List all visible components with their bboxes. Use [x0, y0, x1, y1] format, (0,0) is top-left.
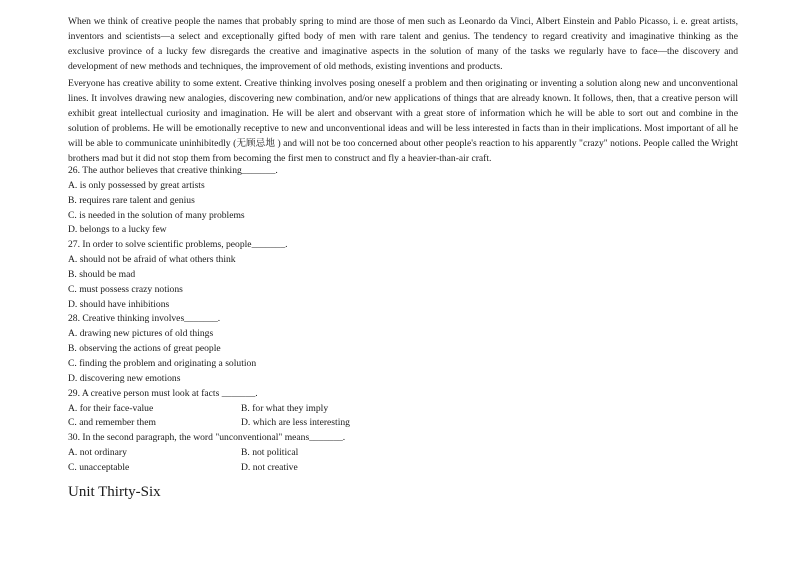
question-26-option-a: A. is only possessed by great artists — [68, 179, 205, 191]
question-26-option-c: C. is needed in the solution of many problems — [68, 209, 245, 221]
question-27-option-b: B. should be mad — [68, 268, 136, 280]
question-28-option-b: B. observing the actions of great people — [68, 343, 221, 355]
question-29-options-row-2 — [68, 416, 738, 431]
question-30-option-b: B. not political — [241, 447, 299, 459]
question-29-option-a: A. for their face-value — [68, 402, 154, 414]
question-29-option-c: C. and remember them — [68, 417, 156, 429]
passage-paragraph-2: Everyone has creative ability to some extent. Creative thinking involves posing oneself a problem and then originating or inventing a solution along new and unconventional lines. It involves drawing new analogies, discovering new combination, and/or new applications of things that are already known. It follows, then, that a creative person will exhibit great intellectual curiosity and imagination. He will be alert and observant with a great store of information which he will be able to sort out and combine in the solution of problems. He will be emotionally receptive to new and unconventional ideas and will be less interested in facts than in their implications. Most important of all he will be able to communicate uninhibitedly (无顾忌地 ) and will not be too concerned about other people's reaction to his apparently "crazy" notions. People called the Wright brothers mad but it did not stop them from becoming the first men to construct and fly a heavier-than-air craft. — [68, 78, 738, 164]
question-27-stem: 27. In order to solve scientific problems, people_______. — [68, 239, 288, 251]
question-29-option-d: D. which are less interesting — [241, 417, 350, 429]
question-28-option-d: D. discovering new emotions — [68, 372, 181, 384]
question-26-stem: 26. The author believes that creative thinking_______. — [68, 165, 278, 176]
unit-heading: Unit Thirty-Six — [68, 484, 161, 500]
question-30-options-row-2 — [68, 461, 738, 476]
question-29-option-b: B. for what they imply — [241, 402, 329, 414]
question-30-option-c: C. unacceptable — [68, 461, 130, 473]
question-30-stem: 30. In the second paragraph, the word "unconventional" means_______. — [68, 432, 346, 444]
question-30-option-d: D. not creative — [241, 461, 298, 473]
question-30-option-a: A. not ordinary — [68, 447, 127, 459]
question-27-option-c: C. must possess crazy notions — [68, 283, 183, 295]
questions-section — [68, 164, 738, 476]
question-29-stem: 29. A creative person must look at facts _______. — [68, 387, 258, 399]
passage-paragraph-1: When we think of creative people the names that probably spring to mind are those of men such as Leonardo da Vinci, Albert Einstein and Pablo Picasso, i. e. great artists, inventors and scientists—a select and exceptionally gifted body of men with rare talent and genius. The tendency to regard creativity and imaginative thinking as the exclusive province of a lucky few disregards the creative and imaginative aspects in the solution of many of the tasks we regularly have to face—the discovery and development of new methods and techniques, the improvement of old methods, existing inventions and products. — [68, 16, 738, 72]
question-27-option-d: D. should have inhibitions — [68, 298, 170, 310]
question-28-option-c: C. finding the problem and originating a solution — [68, 357, 257, 369]
question-28-stem: 28. Creative thinking involves_______. — [68, 313, 221, 325]
question-29-options-row-1 — [68, 402, 738, 417]
question-26-option-b: B. requires rare talent and genius — [68, 194, 195, 206]
question-27-option-a: A. should not be afraid of what others think — [68, 254, 236, 266]
question-28-option-a: A. drawing new pictures of old things — [68, 328, 214, 340]
question-30-options-row-1 — [68, 446, 738, 461]
question-26-option-d: D. belongs to a lucky few — [68, 224, 167, 236]
